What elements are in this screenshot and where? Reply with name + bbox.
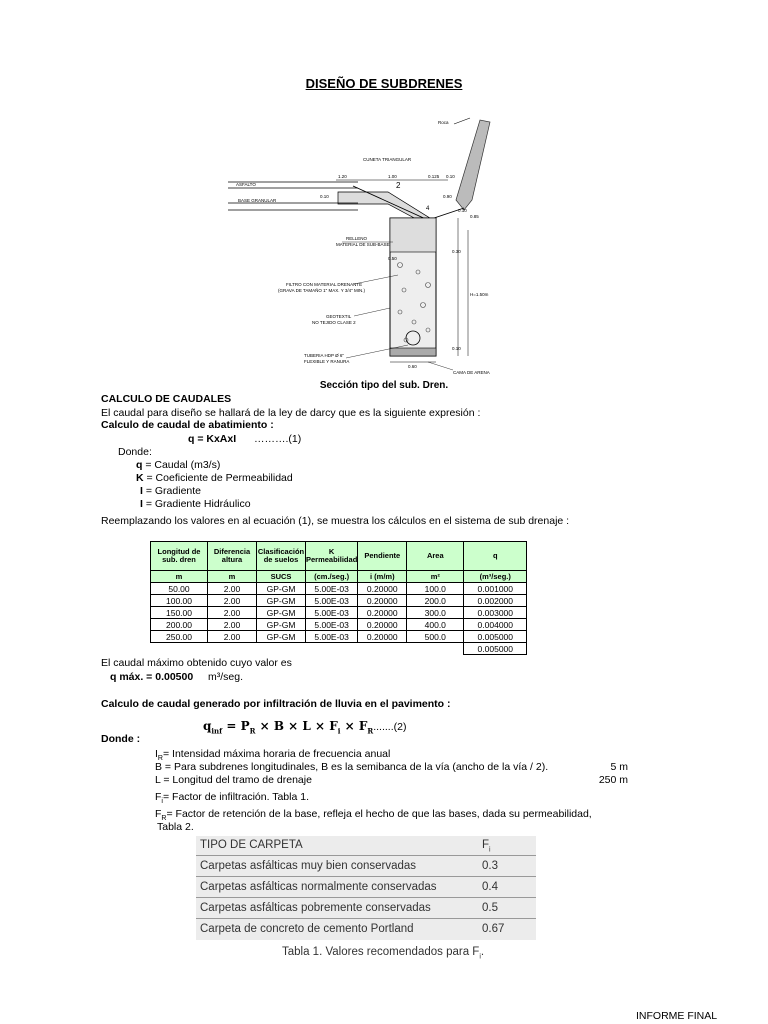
page-title: DISEÑO DE SUBDRENES [305, 76, 463, 91]
def-fi: $F_i=$ Factor de infiltración. Tabla 1. [155, 791, 309, 806]
tabla2-ref: Tabla 2. [157, 821, 194, 833]
dim-h: H=1.50m [470, 292, 489, 297]
def-fr: $F_R=$ Factor de retención de la base, refleja el hecho de que las bases, dada su permeabilidad, [155, 808, 592, 823]
rock-slope [456, 120, 490, 210]
th-q: q [464, 542, 527, 571]
label-geotextil: GEOTEXTIL [326, 314, 352, 319]
th-diferencia: Diferencia altura [208, 542, 257, 571]
donde2-label: Donde : [101, 733, 141, 745]
figure-caption: Sección tipo del sub. Dren. [319, 380, 449, 391]
table-row: 100.00 2.00 GP-GM 5.00E-03 0.20000 200.0 0.002000 [151, 595, 527, 607]
label-tuberia-2: FLEXIBLE Y RANURA [304, 359, 350, 364]
dim-010d: 0.10 [452, 346, 461, 351]
label-cuneta: CUNETA TRIANGULAR [363, 157, 412, 162]
table-row: 250.00 2.00 GP-GM 5.00E-03 0.20000 500.0 0.005000 [151, 631, 527, 643]
unit-area: m² [407, 571, 464, 583]
label-filtro: FILTRO CON MATERIAL DRENANTE [286, 282, 363, 287]
intro-text: El caudal para diseño se hallará de la ley de darcy que es la siguiente expresión : [101, 407, 481, 419]
donde-label: Donde: [118, 446, 152, 458]
calc-heading: CALCULO DE CAUDALES [101, 393, 232, 405]
def-ir: $I_R=$ Intensidad máxima horaria de frecuencia anual [155, 748, 391, 763]
def-i-hidraulico: I = Gradiente Hidráulico [140, 498, 251, 510]
sub-heading: Calculo de caudal de abatimiento : [101, 419, 274, 431]
qmax-unit: m³/seg. [208, 671, 244, 683]
max-text: El caudal máximo obtenido cuyo valor es [101, 657, 292, 669]
subdrain-section-drawing [228, 100, 498, 380]
def-k: K = Coeficiente de Permeabilidad [136, 472, 293, 484]
label-geotextil-2: NO TEJIDO CLASE 2 [312, 320, 356, 325]
table-1-row: Carpeta de concreto de cemento Portland 0.67 [200, 923, 505, 935]
dim-010a: 0.10 [446, 174, 455, 179]
table-1-caption: Tabla 1. Valores recomendados para $F_i$. [282, 946, 485, 961]
table-1-row: Carpetas asfálticas muy bien conservadas 0.3 [196, 857, 536, 877]
label-filtro-2: (GRAVA DE TAMAÑO 1" MAX. Y 3/4" MIN.) [278, 288, 365, 293]
def-l: L = Longitud del tramo de drenaje [155, 774, 312, 786]
table-1-header-type: TIPO DE CARPETA [200, 839, 303, 851]
th-pendiente: Pendiente [358, 542, 407, 571]
table-row: 200.00 2.00 GP-GM 5.00E-03 0.20000 400.0 0.004000 [151, 619, 527, 631]
dim-120: 1.20 [338, 174, 347, 179]
dim-060: 0.60 [408, 364, 417, 369]
max-q-cell: 0.005000 [464, 643, 527, 655]
dim-100: 1.00 [388, 174, 397, 179]
table-1-row: Carpetas asfálticas normalmente conservadas 0.4 [196, 878, 536, 898]
unit-q: (m³/seg.) [464, 571, 527, 583]
table-1-row: Carpetas asfálticas pobremente conservadas 0.5 [196, 899, 536, 919]
dim-085: 0.85 [470, 214, 479, 219]
label-cama: CAMA DE ARENA [453, 370, 490, 375]
replace-text: Reemplazando los valores en al ecuación (1), se muestra los cálculos en el sistema de sub drenaje : [101, 515, 570, 527]
def-b-value: 5 m [610, 761, 628, 773]
th-longitud: Longitud de sub. dren [151, 542, 208, 571]
th-k: K Permeabilidad [306, 542, 358, 571]
label-relleno-2: MATERIAL DE SUB-BASE [336, 242, 390, 247]
table-1-header [196, 836, 536, 856]
unit-clasificacion: SUCS [257, 571, 306, 583]
table-row: 50.00 2.00 GP-GM 5.00E-03 0.20000 100.0 0.001000 [151, 583, 527, 595]
label-relleno: RELLENO [346, 236, 368, 241]
label-tuberia: TUBERIA HDP Ø 6" [304, 353, 345, 358]
dim-030: 0.30 [452, 249, 461, 254]
label-base: BASE GRANULAR [238, 198, 277, 203]
table-1 [196, 836, 536, 940]
slope-label: 2 [396, 181, 401, 190]
qmax-label: q máx. = 0.00500 [110, 671, 194, 683]
th-area: Area [407, 542, 464, 571]
unit-diferencia: m [208, 571, 257, 583]
label-asfalto: ASFALTO [236, 182, 256, 187]
table-1-header-fi: $F_i$ [482, 839, 491, 854]
footer: INFORME FINAL [636, 1010, 718, 1022]
def-i: I = Gradiente [140, 485, 201, 497]
def-l-value: 250 m [598, 774, 628, 786]
slope-label-4: 4 [426, 206, 430, 212]
label-roca: Roca [438, 120, 449, 125]
dim-010c: 0.10 [458, 208, 467, 213]
def-q: q = Caudal (m3/s) [136, 459, 221, 471]
formula-1: q = KxAxI [188, 433, 237, 445]
formula-1-number: ……….(1) [254, 433, 302, 445]
caudal-table [150, 541, 527, 655]
dim-090: 0.90 [443, 194, 452, 199]
unit-longitud: m [151, 571, 208, 583]
table-max-row [151, 643, 527, 655]
table-row: 150.00 2.00 GP-GM 5.00E-03 0.20000 300.0 0.003000 [151, 607, 527, 619]
dim-010b: 0.10 [320, 194, 329, 199]
infil-heading: Calculo de caudal generado por infiltración de lluvia en el pavimento : [101, 698, 451, 710]
def-b: B = Para subdrenes longitudinales, B es la semibanca de la vía (ancho de la vía / 2). [155, 761, 549, 773]
formula-2: $q_{inf} = P_R \times B \times L \times F_i \times F_R.......(2)$ [203, 719, 407, 736]
th-clasificacion: Clasificación de suelos [257, 542, 306, 571]
dim-0125: 0.125 [428, 174, 440, 179]
unit-pendiente: i (m/m) [358, 571, 407, 583]
unit-k: (cm./seg.) [306, 571, 358, 583]
dim-050: 0.50 [388, 256, 397, 261]
